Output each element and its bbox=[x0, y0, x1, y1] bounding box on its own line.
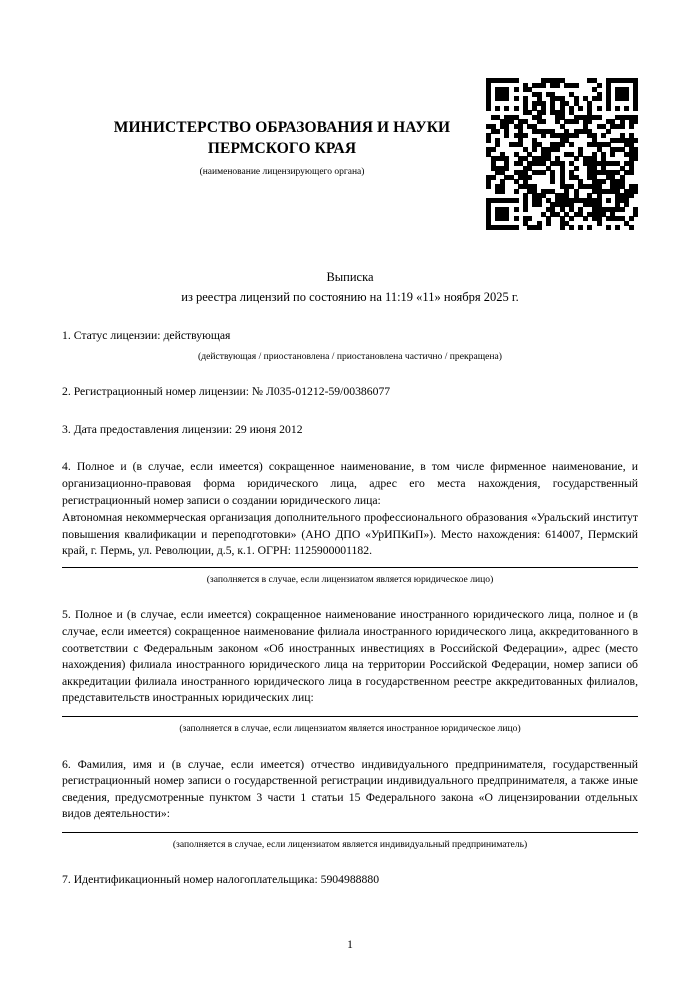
item-2-text: 2. Регистрационный номер лицензии: № Л035-01212-59/00386077 bbox=[62, 385, 391, 399]
document-title-line1: Выписка bbox=[326, 270, 374, 285]
item-3-text: 3. Дата предоставления лицензии: 29 июня 2012 bbox=[62, 422, 303, 436]
item-6-note: (заполняется в случае, если лицензиатом является индивидуальный предприниматель) bbox=[172, 838, 528, 850]
item-3 bbox=[62, 422, 638, 439]
item-4-rule bbox=[62, 567, 638, 568]
ministry-name-line1: МИНИСТЕРСТВО ОБРАЗОВАНИЯ И НАУКИ bbox=[113, 119, 451, 136]
item-7 bbox=[62, 872, 638, 889]
item-6-text: 6. Фамилия, имя и (в случае, если имеется) отчество индивидуального предпринимателя, государственный регистрационный номер записи о государственной регистрации индивидуального предпринимателя, а также иные сведения, предусмотренные пунктом 3 части 1 статьи 15 Федерального закона «О лицензировании отдельных видов деятельности»: bbox=[62, 757, 638, 821]
item-6-rule bbox=[62, 832, 638, 833]
licensing-authority-caption: (наименование лицензирующего органа) bbox=[199, 166, 365, 177]
item-4 bbox=[62, 459, 638, 586]
item-4-note: (заполняется в случае, если лицензиатом является юридическое лицо) bbox=[206, 573, 494, 585]
item-5-note: (заполняется в случае, если лицензиатом является иностранное юридическое лицо) bbox=[179, 723, 521, 735]
item-5 bbox=[62, 607, 638, 735]
document-header bbox=[62, 0, 502, 178]
item-1-text: 1. Статус лицензии: действующая bbox=[62, 328, 231, 342]
item-1 bbox=[62, 328, 638, 363]
item-2 bbox=[62, 384, 638, 401]
item-6 bbox=[62, 757, 638, 852]
page-number: 1 bbox=[347, 939, 353, 951]
item-4-value: Автономная некоммерческая организация дополнительного профессионального образования «Уральский институт повышения квалификации и переподготовки» (АНО ДПО «УрИПКиП»). Место нахождения: 614007, Пермский край, г. Пермь, ул. Революции, д.5, к.1. ОГРН: 1125900001182. bbox=[62, 511, 638, 558]
document-title-line2: из реестра лицензий по состоянию на 11:19 «11» ноября 2025 г. bbox=[181, 289, 519, 304]
qr-code-image bbox=[486, 78, 638, 230]
document-title bbox=[62, 268, 638, 307]
item-7-text: 7. Идентификационный номер налогоплательщика: 5904988880 bbox=[62, 873, 380, 887]
item-5-text: 5. Полное и (в случае, если имеется) сокращенное наименование иностранного юридического лица, полное и (в случае, если имеется) сокращенное наименование филиала иностранного юридического лица, аккредитованного в соответствии с Федеральным законом «Об иностранных инвестициях в Российской Федерации», адрес (место нахождения) филиала иностранного юридического лица на территории Российской Федерации, номер записи об аккредитации филиала иностранного юридического лица в государственном реестре аккредитованных филиалов, представительств иностранных юридических лиц: bbox=[62, 608, 638, 705]
item-1-note: (действующая / приостановлена / приостановлена частично / прекращена) bbox=[198, 350, 502, 362]
item-4-text: 4. Полное и (в случае, если имеется) сокращенное наименование, в том числе фирменное наименование, и организационно-правовая форма юридического лица, адрес его места нахождения, государственный регистрационный номер записи о создании юридического лица: bbox=[62, 460, 638, 507]
item-5-rule bbox=[62, 716, 638, 717]
qr-canvas bbox=[486, 78, 638, 230]
ministry-name-line2: ПЕРМСКОГО КРАЯ bbox=[207, 139, 357, 157]
